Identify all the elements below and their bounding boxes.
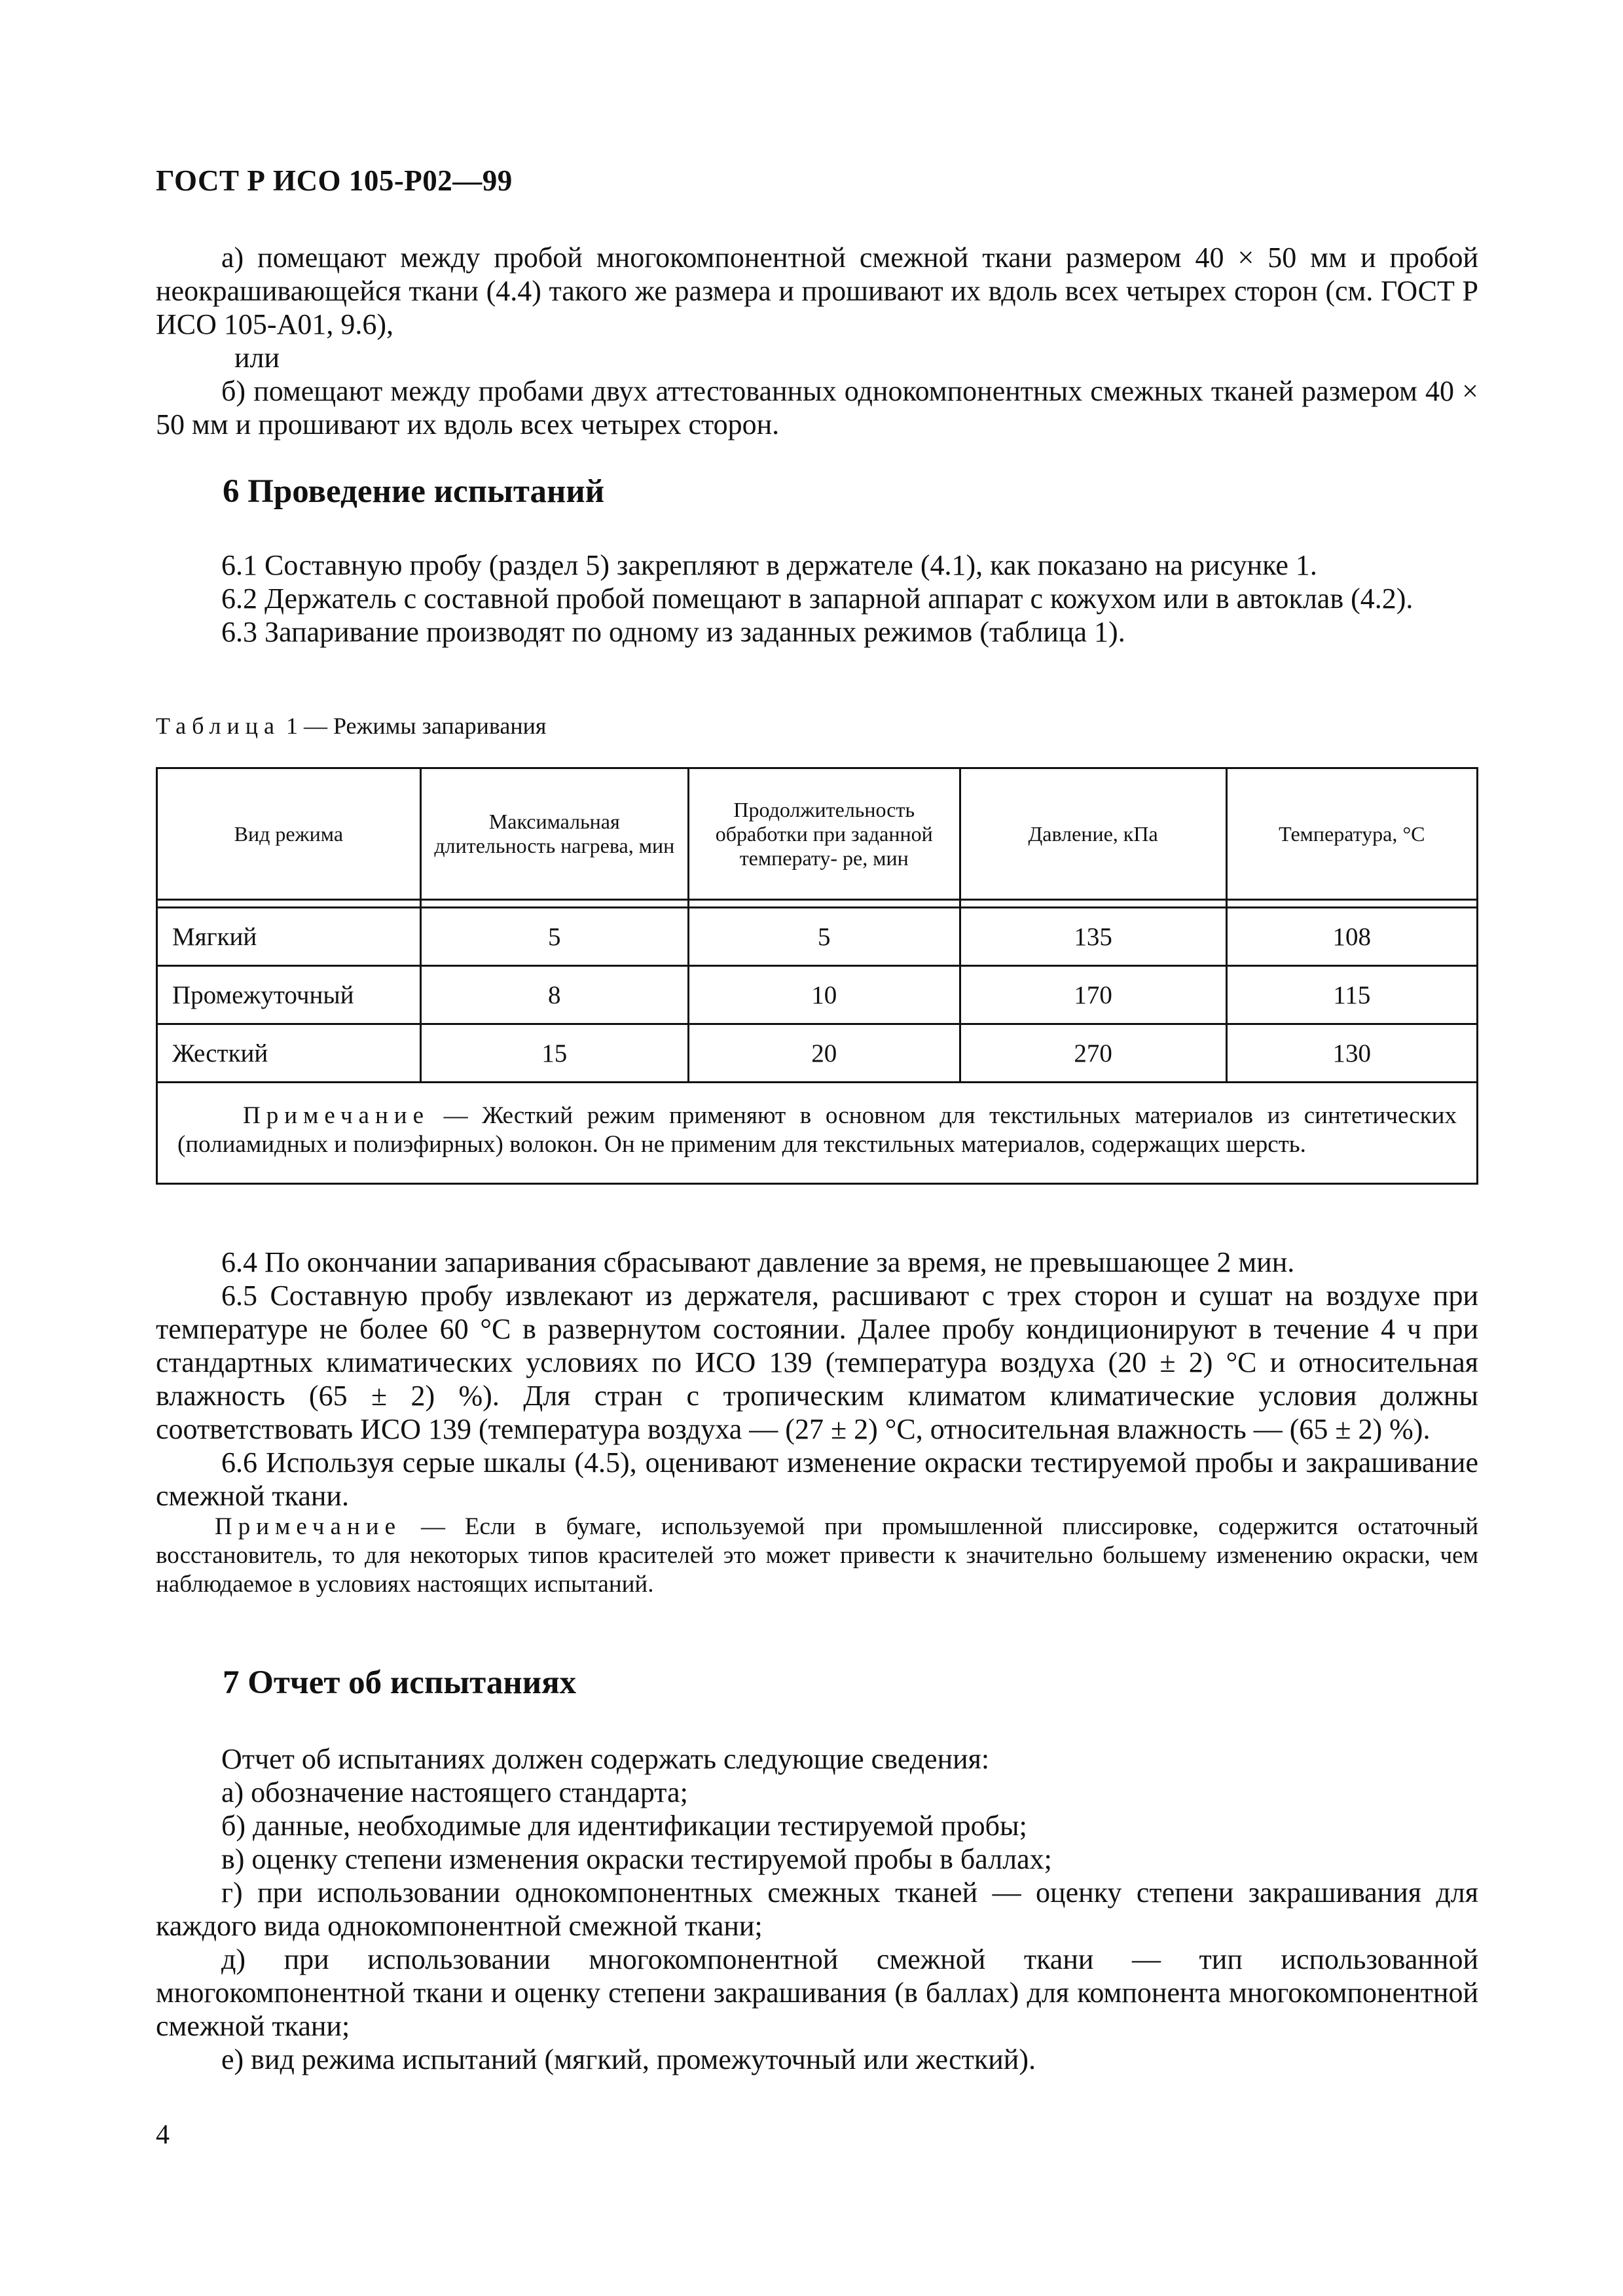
document-header: ГОСТ Р ИСО 105-Р02—99: [156, 164, 513, 197]
section-7-block: [156, 1742, 1478, 2076]
section-6-note-text: — Если в бумаге, используемой при промышленной плиссировке, содержится остаточный восстановитель, то для некоторых типов красителей это может привести к значительно большему изменению окраски, чем наблюдаемое в условиях настоящих испытаний.: [156, 1513, 1478, 1598]
table-cell: 170: [960, 966, 1226, 1024]
table-cell: 115: [1226, 966, 1477, 1024]
table-header-pressure: Давление, кПа: [960, 768, 1226, 900]
list-item: а) обозначение настоящего стандарта;: [221, 1776, 688, 1808]
table-header-gap: [157, 900, 1478, 908]
table-row: [157, 1024, 1478, 1083]
table-row: [157, 966, 1478, 1024]
section-6-continued: [156, 1246, 1478, 1599]
table-cell: 130: [1226, 1024, 1477, 1083]
para-6-4: 6.4 По окончании запаривания сбрасывают давление за время, не превышающее 2 мин.: [221, 1246, 1295, 1278]
list-item: е) вид режима испытаний (мягкий, промежуточный или жесткий).: [221, 2043, 1036, 2075]
table-cell: Промежуточный: [157, 966, 421, 1024]
table-note-label: Примечание: [243, 1102, 429, 1129]
table-cell: 135: [960, 908, 1226, 966]
table-cell: 15: [420, 1024, 688, 1083]
table-header-duration: Продолжительность обработки при заданной температу- ре, мин: [688, 768, 960, 900]
table-header-mode: Вид режима: [157, 768, 421, 900]
para-6-1: 6.1 Составную пробу (раздел 5) закрепляют в держателе (4.1), как показано на рисунке 1.: [221, 549, 1317, 581]
list-item: б) данные, необходимые для идентификации тестируемой пробы;: [221, 1810, 1027, 1842]
table-header-heating: Максимальная длительность нагрева, мин: [420, 768, 688, 900]
intro-or: или: [234, 342, 280, 374]
para-6-2: 6.2 Держатель с составной пробой помещают в запарной аппарат с кожухом или в автоклав (4.2).: [221, 583, 1413, 615]
table-note: [177, 1102, 1457, 1159]
page-number: 4: [156, 2120, 170, 2150]
section-6-note-label: Примечание: [215, 1513, 401, 1540]
intro-item-b: б) помещают между пробами двух аттестованных однокомпонентных смежных тканей размером 40 × 50 мм и прошивают их вдоль всех четырех сторон.: [156, 375, 1478, 440]
para-6-6: 6.6 Используя серые шкалы (4.5), оценивают изменение окраски тестируемой пробы и закрашивание смежной ткани.: [156, 1446, 1478, 1512]
section-7-intro: Отчет об испытаниях должен содержать следующие сведения:: [221, 1743, 990, 1775]
section-6-title: 6 Проведение испытаний: [223, 473, 605, 510]
table-cell: 10: [688, 966, 960, 1024]
table-header-row: [157, 768, 1478, 900]
table-cell: Жесткий: [157, 1024, 421, 1083]
table-cell: 5: [420, 908, 688, 966]
table-header-temperature: Температура, °С: [1226, 768, 1477, 900]
table-note-cell: [157, 1083, 1478, 1184]
intro-item-a: а) помещают между пробой многокомпонентной смежной ткани размером 40 × 50 мм и пробой неокрашивающейся ткани (4.4) такого же размера и прошивают их вдоль всех четырех сторон (см. ГОСТ Р ИСО 105-А01, 9.6),: [156, 242, 1478, 340]
section-7-title: 7 Отчет об испытаниях: [223, 1664, 577, 1701]
list-item: в) оценку степени изменения окраски тестируемой пробы в баллах;: [221, 1843, 1052, 1875]
para-6-3: 6.3 Запаривание производят по одному из заданных режимов (таблица 1).: [221, 616, 1125, 648]
table-note-text: — Жесткий режим применяют в основном для текстильных материалов из синтетических (полиамидных и полиэфирных) волокон. Он не применим для текстильных материалов, содержащих шерсть.: [177, 1102, 1457, 1158]
table-note-row: [157, 1083, 1478, 1184]
table-cell: 20: [688, 1024, 960, 1083]
table-cell: 5: [688, 908, 960, 966]
table-cell: 270: [960, 1024, 1226, 1083]
list-item: д) при использовании многокомпонентной смежной ткани — тип использованной многокомпонентной ткани и оценку степени закрашивания (в баллах) для компонента многокомпонентной смежной ткани;: [156, 1943, 1478, 2042]
table-cell: 108: [1226, 908, 1477, 966]
table-cell: 8: [420, 966, 688, 1024]
list-item: г) при использовании однокомпонентных смежных тканей — оценку степени закрашивания для каждого вида однокомпонентной смежной ткани;: [156, 1876, 1478, 1942]
section-6-note: [156, 1513, 1478, 1599]
table-caption-text: 1 — Режимы запаривания: [280, 713, 547, 739]
table-caption-label: Таблица: [156, 713, 280, 739]
table-cell: Мягкий: [157, 908, 421, 966]
table-caption: [156, 712, 546, 740]
para-6-5: 6.5 Составную пробу извлекают из держателя, расшивают с трех сторон и сушат на воздухе при температуре не более 60 °С в развернутом состоянии. Далее пробу кондиционируют в течение 4 ч при стандартных климатических условиях по ИСО 139 (температура воздуха (20 ± 2) °С и относительная влажность (65 ± 2) %). Для стран с тропическим климатом климатические условия должны соответствовать ИСО 139 (температура воздуха — (27 ± 2) °С, относительная влажность — (65 ± 2) %).: [156, 1280, 1478, 1445]
section-6-block: [156, 548, 1478, 649]
table-row: [157, 908, 1478, 966]
steaming-modes-table: [156, 767, 1478, 1185]
intro-block: [156, 241, 1478, 441]
